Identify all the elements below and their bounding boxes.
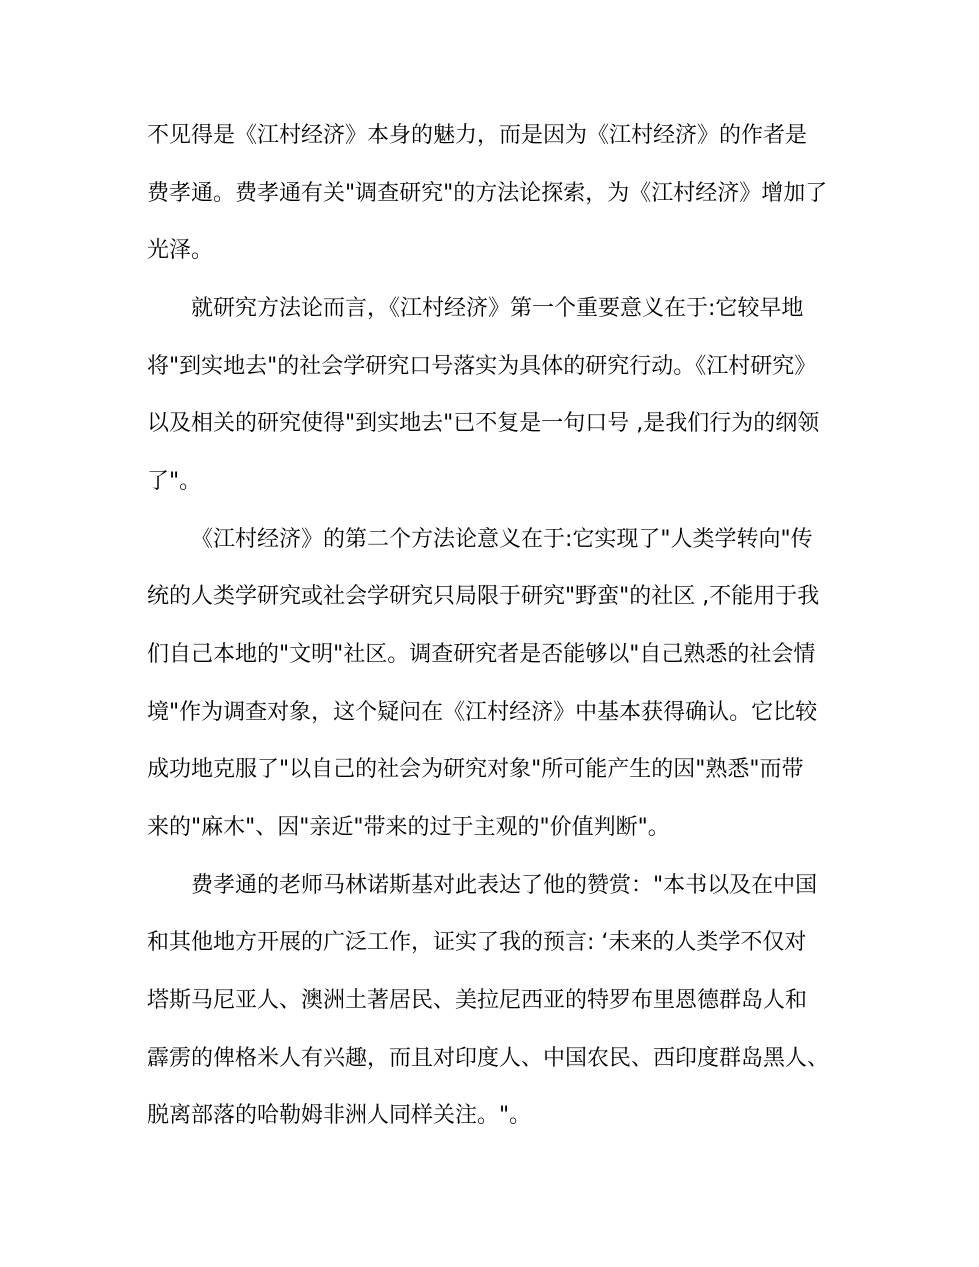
text-line: 塔斯马尼亚人、澳洲土著居民、美拉尼西亚的特罗布里恩德群岛人和 — [147, 988, 808, 1013]
text-line: 和其他地方开展的广泛工作，证实了我的预言: ‘未来的人类学不仅对 — [147, 930, 807, 955]
text-line: 霹雳的俾格米人有兴趣，而且对印度人、中国农民、西印度群岛黑人、 — [147, 1046, 830, 1071]
text-line: 境"作为调查对象，这个疑问在《江村经济》中基本获得确认。它比较 — [147, 700, 818, 725]
text-line: 不见得是《江村经济》本身的魅力，而是因为《江村经济》的作者是 — [147, 123, 808, 148]
text-line: 费孝通。费孝通有关"调查研究"的方法论探索，为《江村经济》增加了 — [147, 181, 828, 206]
text-line: 来的"麻木"、因"亲近"带来的过于主观的"价值判断"。 — [147, 815, 670, 840]
text-line: 成功地克服了"以自己的社会为研究对象"所可能产生的因"熟悉"而带 — [147, 757, 804, 782]
text-line-indent: 费孝通的老师马林诺斯基对此表达了他的赞赏："本书以及在中国 — [191, 873, 818, 898]
text-line-indent: 就研究方法论而言，《江村经济》第一个重要意义在于:它较早地 — [191, 296, 804, 321]
text-line: 将"到实地去"的社会学研究口号落实为具体的研究行动。《江村研究》 — [147, 354, 817, 379]
text-line: 了"。 — [147, 469, 202, 494]
text-line: 脱离部落的哈勒姆非洲人同样关注。"。 — [147, 1103, 532, 1128]
text-line: 以及相关的研究使得"到实地去"已不复是一句口号 ,是我们行为的纲领 — [147, 411, 820, 436]
text-line: 光泽。 — [147, 238, 214, 263]
text-line: 们自己本地的"文明"社区。调查研究者是否能够以"自己熟悉的社会情 — [147, 642, 816, 667]
text-line-indent: 《江村经济》的第二个方法论意义在于:它实现了"人类学转向"传 — [191, 527, 813, 552]
text-line: 统的人类学研究或社会学研究只局限于研究"野蛮"的社区 ,不能用于我 — [147, 584, 820, 609]
